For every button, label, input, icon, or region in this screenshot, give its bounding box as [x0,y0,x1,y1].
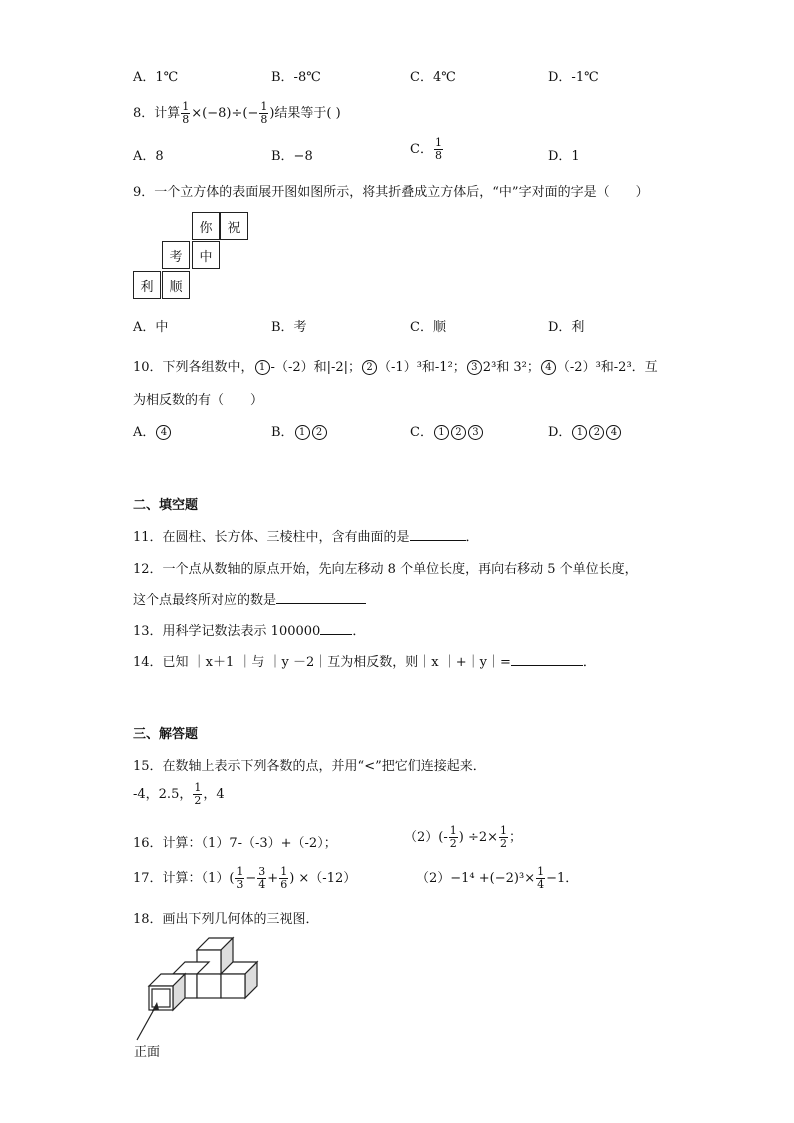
q17-f2-den: 4 [258,878,266,891]
q9-option-a: A．中 [133,320,169,335]
q10-option-b [271,421,328,440]
q7-option-c: C．4℃ [410,70,456,85]
q10-pair-1: -（-2）和|-2|； [270,360,362,375]
q10-pair-4: （-2）³和-2³．互 [556,360,658,375]
q10-question-line2: 为相反数的有（ ） [133,393,264,408]
net-cell-zhong: 中 [192,241,220,269]
cube-front-face [197,974,221,998]
q8-opt-c-den: 8 [434,149,442,162]
q11-text: 11．在圆柱、长方体、三棱柱中，含有曲面的是 [133,530,410,545]
q11-question [133,526,479,545]
q13-question [133,620,365,639]
q17-f4-num: 1 [537,865,545,878]
q17-part2 [416,866,578,891]
net-cell-zhu: 祝 [220,212,248,240]
q8-frac2-num: 1 [260,100,268,113]
q17-f1-num: 1 [236,865,244,878]
q17-op2: + [267,871,279,886]
q9-option-d: D．利 [548,320,585,335]
q17-p1-a: 17．计算：（1）( [133,871,235,886]
q8-option-c-fraction [434,137,443,162]
circled-number: 2 [312,425,327,440]
q17-p2-b: −1． [546,871,579,886]
net-cell-kao: 考 [162,241,190,269]
q15-nums-a: -4，2.5， [133,787,193,802]
net-cell-ni: 你 [192,212,220,240]
q14-end: ． [582,655,596,670]
q10-option-c [410,421,484,440]
q10-opt-b-label: B． [271,425,294,440]
q17-part1 [133,866,356,891]
section-answer-heading: 三、解答题 [133,727,199,742]
q8-opt-c-num: 1 [434,136,442,149]
q16-f2-den: 2 [500,837,508,850]
q16-p2-b: ) ÷2× [458,830,499,845]
q13-end: ． [352,624,366,639]
q14-question [133,651,596,670]
q15-nums-b: ，4 [203,787,225,802]
q17-f3-num: 1 [280,865,288,878]
q10-option-a [133,421,172,440]
q17-f1-den: 3 [236,878,244,891]
q10-opt-a-label: A． [133,425,156,440]
circled-number: 4 [156,425,171,440]
circled-number-4: 4 [541,360,556,375]
q17-p1-b: ) ×（-12） [289,871,357,886]
q17-f3-den: 6 [280,878,288,891]
q16-fraction-1 [449,825,458,850]
circled-number: 4 [606,425,621,440]
net-cell-shun: 顺 [162,271,190,299]
q7-option-d: D．-1℃ [548,70,599,85]
q13-answer-blank[interactable] [320,622,352,635]
q12-answer-blank[interactable] [276,591,366,604]
circled-number-3: 3 [467,360,482,375]
q8-fraction-1 [181,101,190,126]
q16-fraction-2 [499,825,508,850]
circled-number: 1 [434,425,449,440]
q17-op1: − [245,871,257,886]
q17-p2-a: （2）−1⁴ +(−2)³× [416,871,536,886]
q10-opt-c-label: C． [410,425,433,440]
circled-number: 3 [468,425,483,440]
q9-option-b: B．考 [271,320,307,335]
q9-question: 9．一个立方体的表面展开图如图所示，将其折叠成立方体后，“中”字对面的字是（ ） [133,185,649,200]
q16-part2 [404,825,522,850]
q8-prefix: 8．计算 [133,106,181,121]
front-view-label: 正面 [134,1045,161,1060]
q18-question: 18．画出下列几何体的三视图． [133,912,319,927]
q9-option-c: C．顺 [410,320,446,335]
q8-frac2-den: 8 [260,113,268,126]
q16-part1: 16．计算：（1）7-（-3）+（-2）； [133,836,337,851]
q16-f1-num: 1 [449,824,457,837]
q17-fraction-3 [279,866,288,891]
q16-p2-c: ； [509,830,523,845]
q15-frac-den: 2 [194,794,202,807]
q16-f1-den: 2 [449,837,457,850]
net-cell-li: 利 [133,271,161,299]
q14-answer-blank[interactable] [511,653,583,666]
q12-text: 这个点最终所对应的数是 [133,593,277,608]
q16-p2-a: （2）(- [404,830,448,845]
section-fill-in-heading: 二、填空题 [133,498,199,513]
q12-line1: 12．一个点从数轴的原点开始，先向左移动 8 个单位长度，再向右移动 5 个单位长度， [133,562,638,577]
q15-frac-num: 1 [194,781,202,794]
q8-option-b: B．−8 [271,149,313,164]
q8-frac1-den: 8 [182,113,190,126]
q7-option-b: B．-8℃ [271,70,321,85]
circled-number: 1 [572,425,587,440]
q10-pair-3: 2³和 3²； [482,360,540,375]
q16-f2-num: 1 [500,824,508,837]
q10-option-d [548,421,622,440]
q7-option-a: A．1℃ [133,70,179,85]
circled-number-2: 2 [362,360,377,375]
q8-mid: ×(−8)÷(− [191,106,259,121]
q8-option-c-label: C． [410,142,433,157]
q11-answer-blank[interactable] [410,528,466,541]
q15-question: 15．在数轴上表示下列各数的点，并用“<”把它们连接起来． [133,759,486,774]
q17-f4-den: 4 [537,878,545,891]
q10-opt-d-label: D． [548,425,572,440]
q10-question-line1 [133,356,658,375]
circled-number: 2 [589,425,604,440]
q15-fraction [193,782,202,807]
cube-front-face [221,974,245,998]
q8-option-d: D．1 [548,149,580,164]
q8-option-c [410,137,444,162]
circled-number: 2 [451,425,466,440]
q8-option-a: A．8 [133,149,164,164]
q12-line2 [133,589,366,608]
q14-text: 14．已知 ｜x＋1 ｜与 ｜y －2｜互为相反数，则｜x ｜+｜y｜= [133,655,511,670]
q8-question [133,101,341,126]
q17-f2-num: 3 [258,865,266,878]
q13-text: 13．用科学记数法表示 100000 [133,624,321,639]
q8-frac1-num: 1 [182,100,190,113]
q11-end: ． [465,530,479,545]
q17-fraction-2 [257,866,266,891]
q10-start: 10．下列各组数中， [133,360,254,375]
q8-fraction-2 [259,101,268,126]
q17-fraction-1 [235,866,244,891]
q17-fraction-4 [536,866,545,891]
q10-pair-2: （-1）³和-1²； [378,360,466,375]
circled-number: 1 [295,425,310,440]
circled-number-1: 1 [255,360,270,375]
q15-numbers [133,782,225,807]
q8-suffix: )结果等于( ) [269,106,341,121]
